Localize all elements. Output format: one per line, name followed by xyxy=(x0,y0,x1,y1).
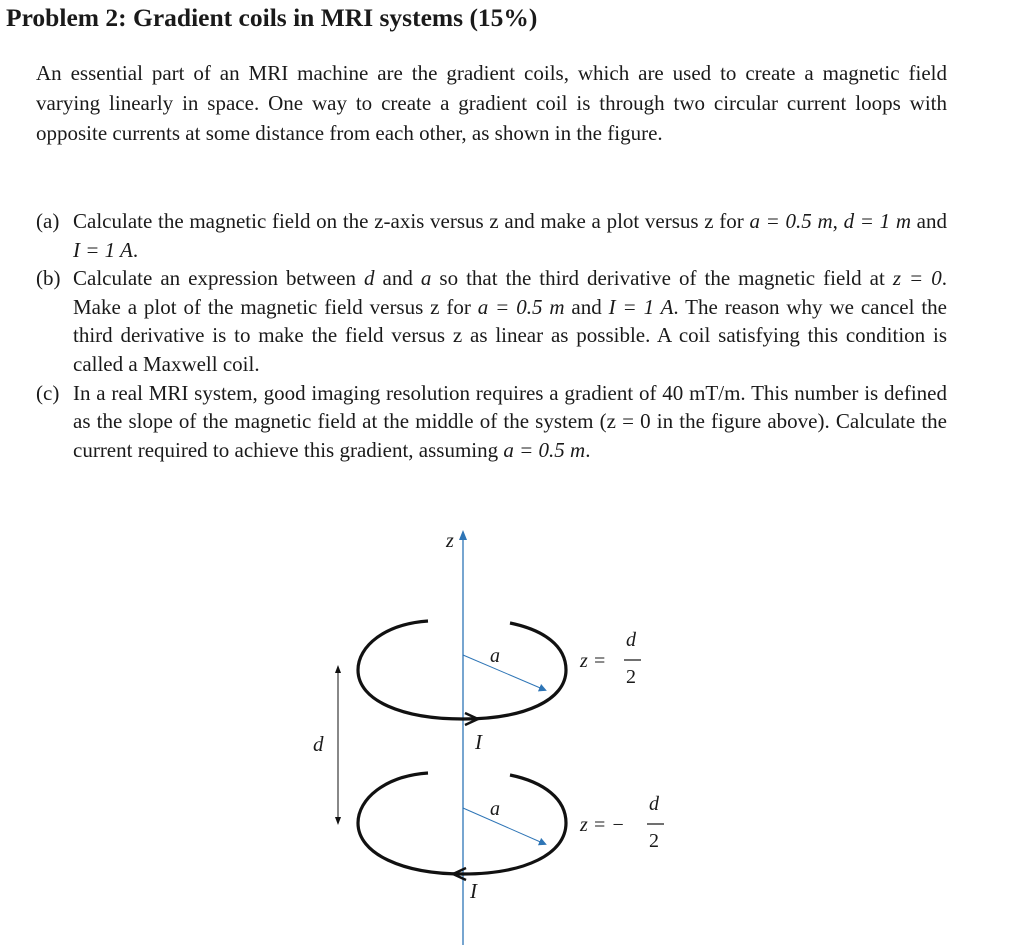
top-loop xyxy=(358,621,566,719)
problem-title: Problem 2: Gradient coils in MRI systems (15%) xyxy=(6,3,538,32)
top-current-label: I xyxy=(475,730,482,754)
part-b-text: Calculate an expression between xyxy=(73,266,364,291)
part-a-end: . xyxy=(132,237,139,262)
bottom-loop xyxy=(358,773,566,874)
part-c xyxy=(36,379,947,465)
part-b-math-d: d xyxy=(364,266,375,291)
separation-arrow-up-icon xyxy=(335,665,341,673)
bottom-radius-label: a xyxy=(490,798,500,820)
top-loop-z-denominator: 2 xyxy=(626,666,636,688)
z-axis-arrowhead-icon xyxy=(459,530,467,540)
part-b-math-i: I = 1 A xyxy=(608,294,674,319)
bottom-loop-z-lhs: z = − xyxy=(580,814,625,836)
part-c-end: . xyxy=(585,437,591,462)
z-axis-label: z xyxy=(446,530,454,552)
part-b-mid3: . Make a plot of the magnetic field versus z for xyxy=(73,266,948,319)
bottom-loop-z-denominator: 2 xyxy=(649,830,659,852)
top-radius-line xyxy=(463,655,545,690)
part-b-math-a: a xyxy=(420,266,432,291)
part-a-math-i: I = 1 A xyxy=(73,237,133,262)
separation-label: d xyxy=(313,732,324,756)
part-b-mid1: and xyxy=(374,266,421,291)
part-a-sep: , xyxy=(832,209,844,233)
bottom-loop-z-numerator: d xyxy=(649,793,659,815)
part-c-text: In a real MRI system, good imaging resolution requires a gradient of 40 mT/m. This number is defined as the slope of the magnetic field at the middle of the system (z = 0 in the figure above). Calculate the current required to achieve this gradient, assuming xyxy=(73,380,947,462)
part-a-label: (a) xyxy=(36,209,60,233)
part-b-end: . The reason why we cancel the third derivative is to make the field versus z as linear as possible. A coil satisfying this condition is called a Maxwell coil. xyxy=(73,294,947,376)
part-c-math-a: a = 0.5 m xyxy=(503,437,586,462)
part-b-label: (b) xyxy=(36,266,61,291)
top-loop-z-numerator: d xyxy=(626,629,636,651)
part-c-label: (c) xyxy=(36,380,60,405)
part-b-math-z: z = 0 xyxy=(892,266,942,291)
part-b-mid4: and xyxy=(564,294,609,319)
bottom-current-label: I xyxy=(470,879,477,903)
gradient-coil-figure xyxy=(0,520,1024,945)
part-a-text: Calculate the magnetic field on the z-axis versus z and make a plot versus z for xyxy=(73,209,750,233)
part-a-math-a: a = 0.5 m xyxy=(749,209,833,233)
part-b-math-a-value: a = 0.5 m xyxy=(477,294,565,319)
top-radius-label: a xyxy=(490,645,500,667)
part-b-mid2: so that the third derivative of the magnetic field at xyxy=(431,266,893,291)
part-a-math-d: d = 1 m xyxy=(843,209,911,233)
part-a xyxy=(36,207,947,264)
part-a-mid: and xyxy=(910,209,947,233)
separation-arrow-down-icon xyxy=(335,817,341,825)
intro-paragraph: An essential part of an MRI machine are the gradient coils, which are used to create a magnetic field varying linearly in space. One way to create a gradient coil is through two circular current loops with opposite currents at some distance from each other, as shown in the figure. xyxy=(36,61,947,145)
top-loop-z-lhs: z = xyxy=(580,650,607,672)
part-b xyxy=(36,264,947,378)
problem-parts-list xyxy=(36,207,947,464)
bottom-radius-line xyxy=(463,808,545,844)
